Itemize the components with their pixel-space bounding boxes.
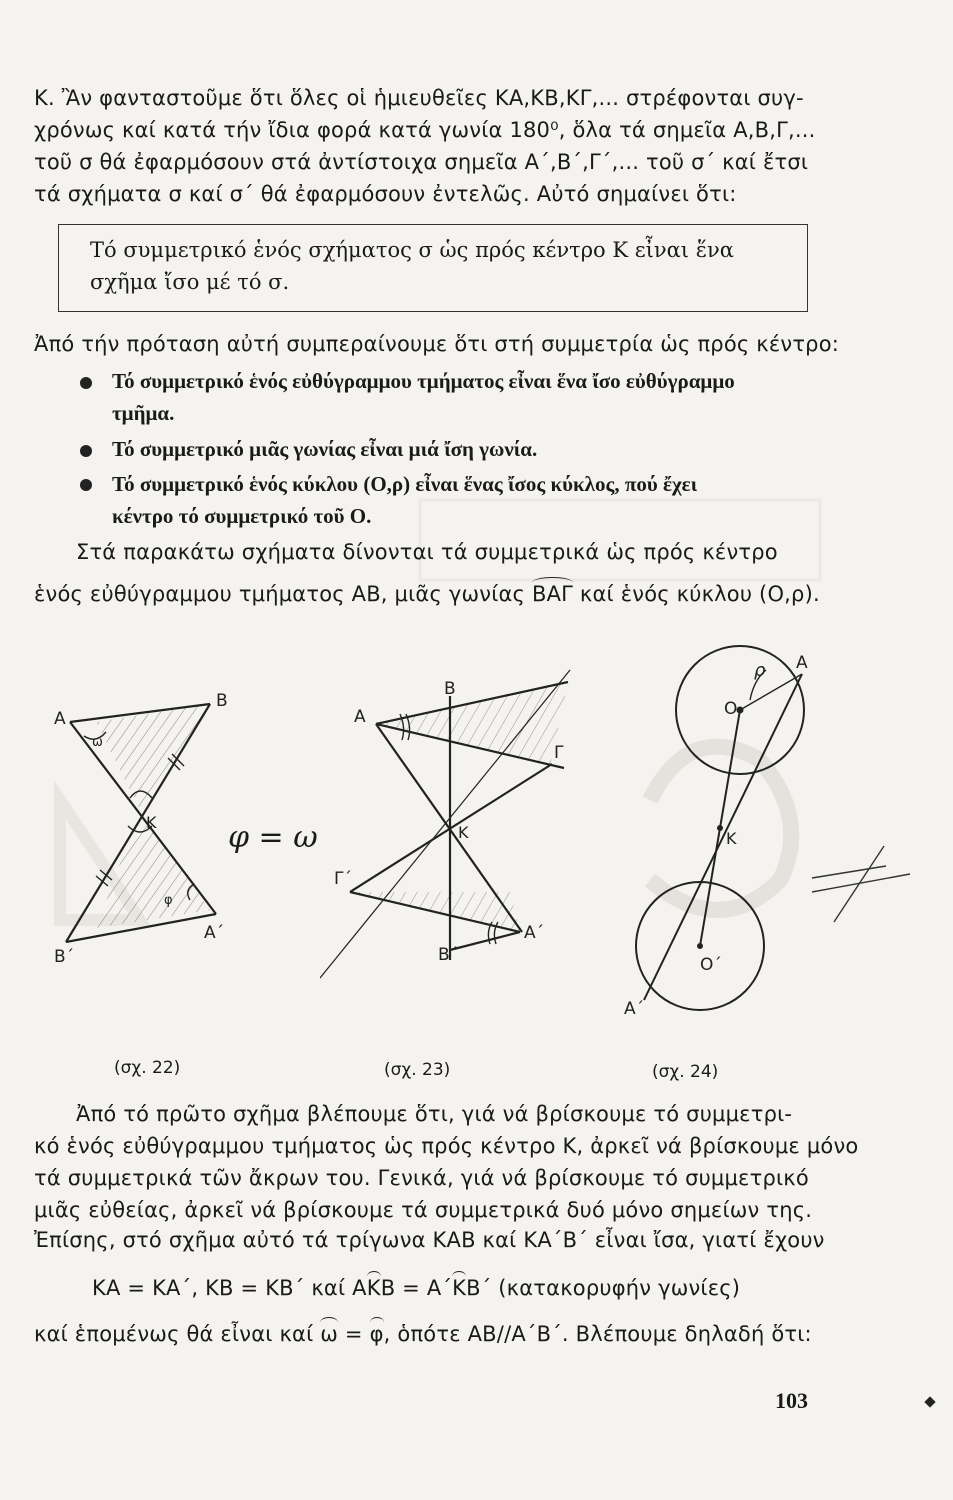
theorem-line1: Τό συμμετρικό ἑνός σχήματος σ ὡς πρός κέντρο Κ εἶναι ἕνα [90,238,734,262]
pencil-mark-1 [812,866,886,878]
figure-24 [600,630,920,1050]
fig24-label-a: Α [796,653,808,673]
fig23-label-b-prime: Β΄ [438,945,459,965]
paragraph1-line1: Κ. Ἂν φανταστοῦμε ὅτι ὅλες οἱ ἡμιευθεῖες ΚΑ,ΚΒ,ΚΓ,... στρέφονται συγ- [34,86,804,110]
fig24-label-o: Ο [724,699,738,719]
fig22-label-b: Β [216,691,228,711]
paragraph2-line2 [34,582,820,606]
fig23-label-g-prime: Γ΄ [334,869,352,889]
paragraph1-line3: τοῦ σ θά ἐφαρμόσουν στά ἀντίστοιχα σημεῖα Α΄,Β΄,Γ΄,... τοῦ σ΄ καί ἔτσι [34,150,809,174]
caption-fig23: (σχ. 23) [384,1060,451,1080]
caption-fig22: (σχ. 22) [114,1058,181,1078]
fig24-point-o [737,707,744,714]
paragraph1-line4: τά σχήματα σ καί σ΄ θά ἐφαρμόσουν ἐντελῶς. Αὐτό σημαίνει ὅτι: [34,182,737,206]
bullet1-line2: τμῆμα. [112,401,175,425]
pencil-mark-2 [812,874,910,892]
handwritten-note: φ = ω [228,820,318,855]
bullet-dot-1 [80,377,92,389]
paragraph3-line4: μιᾶς εὐθείας, ἀρκεῖ νά βρίσκουμε τά συμμετρικά δυό μόνο σημείων της. [34,1198,813,1222]
fig23-hatch-top [376,682,568,766]
fig23-label-g: Γ [554,743,564,763]
conclusion-eq: = [338,1322,370,1346]
paragraph2-line2-end: καί ἑνός κύκλου (Ο,ρ). [573,582,820,606]
conclusion-phi: φ [369,1322,384,1346]
paragraph3-line1: Ἀπό τό πρῶτο σχῆμα βλέπουμε ὅτι, γιά νά βρίσκουμε τό συμμετρι- [76,1102,793,1126]
angle-bag: ΒΑΓ [531,582,574,606]
caption-fig24: (σχ. 24) [652,1062,719,1082]
paragraph2-line2-start: ἑνός εὐθύγραμμου τμήματος ΑΒ, μιᾶς γωνίας [34,582,532,606]
fig22-hatch-top [96,704,210,810]
fig24-label-k: Κ [726,829,737,848]
equation-part1: ΚΑ = ΚΑ΄, ΚΒ = ΚΒ΄ καί Α [92,1276,367,1300]
fig23-label-k: Κ [458,823,469,842]
page-number: 103 [775,1388,808,1413]
conclusion-line [34,1322,812,1346]
fig23-label-a: Α [354,707,366,727]
fig22-label-omega: ω [92,735,103,750]
equation-k1: Κ [366,1276,381,1300]
conclusion-start: καί ἑπομένως θά εἶναι καί [34,1322,321,1346]
equation-part2: Β = Α΄ [380,1276,453,1300]
fig23-ray-a-prime-b-prime [450,932,520,950]
bullet3-line2: κέντρο τό συμμετρικό τοῦ Ο. [112,504,372,528]
fig24-point-k [717,825,723,831]
pencil-mark-3 [834,846,884,922]
bullet1-line1: Τό συμμετρικό ἑνός εὐθύγραμμου τμήματος εἶναι ἕνα ἴσο εὐθύγραμμο [112,369,735,393]
fig22-label-a-prime: Α΄ [204,923,225,943]
fig24-line-aa [644,674,802,1000]
theorem-line2: σχῆμα ἴσο μέ τό σ. [90,270,290,294]
paragraph3-line3: τά συμμετρικά τῶν ἄκρων του. Γενικά, γιά νά βρίσκουμε τό συμμετρικό [34,1166,809,1190]
equation-line [92,1276,740,1300]
fig22-label-phi: φ [164,893,173,908]
fig22-tick-4 [100,870,112,880]
conclusion-omega: ω [320,1322,339,1346]
bullet3-line1: Τό συμμετρικό ἑνός κύκλου (Ο,ρ) εἶναι ἕνας ἴσος κύκλος, πού ἔχει [112,472,698,496]
fig24-label-o-prime: Ο΄ [700,955,722,975]
fig22-label-a: Α [54,709,66,729]
equation-part3: Β΄ (κατακορυφήν γωνίες) [466,1276,741,1300]
conclusion-end: , ὁπότε ΑΒ//Α΄Β΄. Βλέπουμε δηλαδή ὅτι: [383,1322,812,1346]
fig23-label-a-prime: Α΄ [524,923,545,943]
equation-k2: Κ [452,1276,467,1300]
fig24-label-rho: ρ [754,660,766,681]
paragraph1-line2: χρόνως καί κατά τήν ἴδια φορά κατά γωνία 180⁰, ὅλα τά σημεῖα Α,Β,Γ,... [34,118,816,142]
paragraph2-line1: Στά παρακάτω σχήματα δίνονται τά συμμετρικά ὡς πρός κέντρο [76,540,778,564]
bullet2-line1: Τό συμμετρικό μιᾶς γωνίας εἶναι μιά ἴση γωνία. [112,437,538,461]
paragraph3-line5: Ἐπίσης, στό σχῆμα αὐτό τά τρίγωνα ΚΑΒ καί ΚΑ΄Β΄ εἶναι ἴσα, γιατί ἔχουν [34,1228,825,1252]
paragraph3-line2: κό ἑνός εὐθύγραμμου τμήματος ὡς πρός κέντρο Κ, ἀρκεῖ νά βρίσκουμε μόνο [34,1134,859,1158]
fig24-point-o-prime [697,943,703,949]
figure-23 [320,660,620,990]
fig24-label-a-prime: Α΄ [624,999,645,1019]
bullet-dot-2 [80,445,92,457]
intro-line: Ἀπό τήν πρόταση αὐτή συμπεραίνουμε ὅτι στή συμμετρία ὡς πρός κέντρο: [34,332,840,356]
fig23-label-b: Β [444,679,456,699]
bullet-dot-3 [80,479,92,491]
fig22-label-k: Κ [146,813,157,832]
fig22-label-b-prime: Β΄ [54,947,75,967]
